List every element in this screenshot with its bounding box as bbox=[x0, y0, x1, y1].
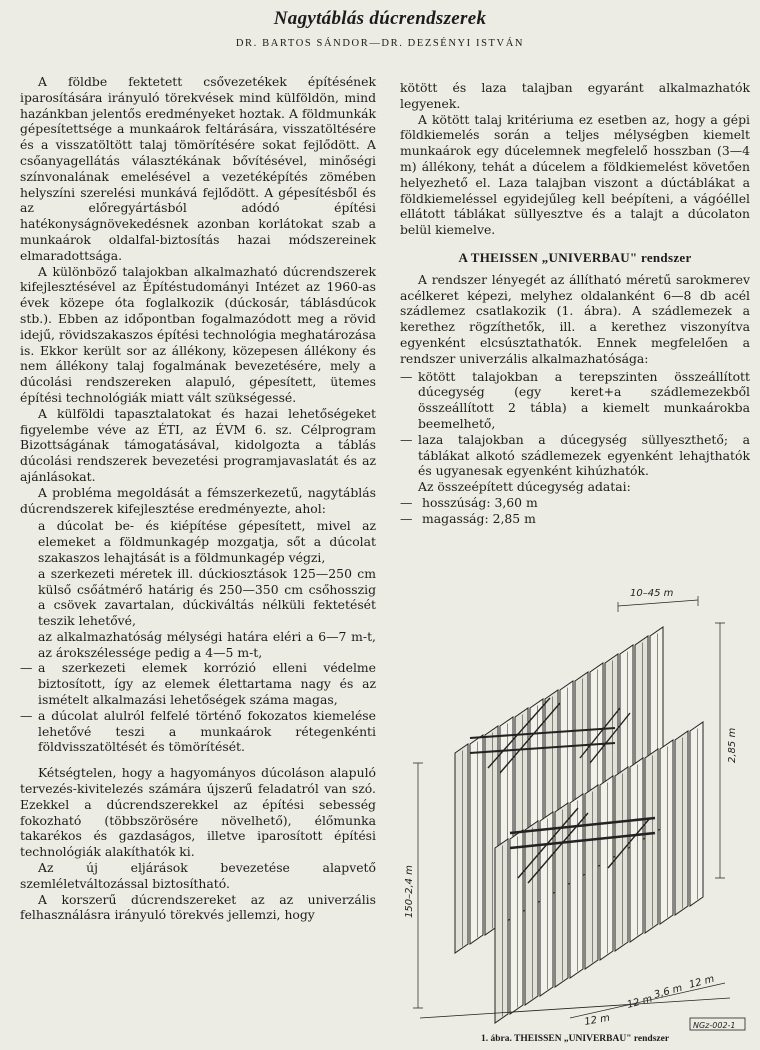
sheet-pile bbox=[555, 803, 568, 987]
list-item: — a dúcolat alulról felfelé történő fokozatos kiemelése lehetővé teszi a munkaárok rétegenkénti földvisszatöltését és tömörítését. bbox=[20, 707, 376, 755]
sheet-pile bbox=[585, 785, 598, 969]
data-list bbox=[400, 495, 750, 527]
figure-stamp: NGz-002-1 bbox=[693, 1021, 736, 1030]
list-item: — kötött talajokban a terepszinten összeállított dúcegység (egy keret+a szádlemezekből összeállított 2 tábla) a kiemelt munkaárokba beemelhető, bbox=[400, 368, 750, 431]
paragraph: Az összeépített dúcegység adatai: bbox=[418, 479, 631, 495]
feature-list bbox=[20, 518, 376, 755]
paragraph: A korszerű dúcrendszereket az az univerzális felhasználásra irányuló törekvés jellemzi, hogy bbox=[20, 891, 376, 923]
paragraph: A probléma megoldását a fémszerkezetű, nagytáblás dúcrendszerek kifejlesztése eredményezte, ahol: bbox=[20, 484, 376, 516]
sheet-pile bbox=[690, 722, 703, 906]
sheet-pile bbox=[600, 776, 613, 960]
figure-caption: 1. ábra. THEISSEN „UNIVERBAU" rendszer bbox=[480, 1034, 670, 1044]
sheet-pile bbox=[675, 731, 688, 915]
article-authors: DR. BARTOS SÁNDOR—DR. DEZSÉNYI ISTVÁN bbox=[235, 38, 525, 49]
dimension-label: 12 m bbox=[687, 973, 716, 991]
dimension-label: 10–45 m bbox=[630, 588, 674, 599]
figure-univerbau bbox=[400, 578, 750, 1048]
dimension-label: 12 m bbox=[583, 1012, 611, 1028]
sheet-pile bbox=[470, 735, 483, 944]
paragraph: A kötött talaj kritériuma ez esetben az, hogy a gépi földkiemelés során a teljes mélységben kiemelt munkaárok egy dúcelemnek megfelelő hosszban (3—4 m) állékony, tehát a dúcelem a földkiemelést követően helyezhető el. Laza talajban viszont a dúctáblákat a földkiemeléssel egyidejűleg kell beépíteni, a vágóéllel ellátott táblákat süllyesztve és a talajt a dúcolaton belül kiemelve. bbox=[400, 111, 750, 238]
sheet-pile bbox=[660, 740, 673, 924]
list-item: az alkalmazhatóság mélységi határa eléri a 6—7 m-t, az árokszélessége pedig a 4—5 m-t, bbox=[38, 628, 376, 660]
list-item: — magasság: 2,85 m bbox=[400, 510, 536, 526]
sheet-pile bbox=[615, 767, 628, 951]
right-column bbox=[400, 80, 750, 527]
article-title: Nagytáblás dúcrendszerek bbox=[273, 8, 487, 29]
dimension-label: 12 m bbox=[625, 993, 654, 1011]
application-list bbox=[400, 369, 750, 480]
paragraph: A rendszer lényegét az állítható méretű sarokmerev acélkeret képezi, melyhez oldalanként 6—8 db acél szádlemez csatlakozik (1. ábra). A szádlemezek a kerethez rögzíthetők, ill. a kerethez viszonyítva egyenként elcsúsztathatók. Ennek megfelelően a rendszer univerzális alkalmazhatósága: bbox=[400, 271, 750, 366]
sheet-pile bbox=[525, 821, 538, 1005]
paragraph: kötött és laza talajban egyaránt alkalmazhatók legyenek. bbox=[400, 80, 750, 111]
list-item: a szerkezeti méretek ill. dúckiosztások 125—250 cm külső csőátmérő határig és 250—350 cm csőhosszig a csövek zavartalan, dúckiváltás nélküli fektetését teszik lehetővé, bbox=[38, 565, 376, 629]
dimension-label: 3,6 m bbox=[652, 982, 684, 1001]
sheet-pile bbox=[495, 839, 508, 1023]
paragraph: A külföldi tapasztalatokat és hazai lehetőségeket figyelembe véve az ÉTI, az ÉVM 6. sz. Célprogram Bizottságának támogatásával, kidolgozta a táblás dúcolási rendszerek bevezetési programjavaslatát és az ajánlásokat. bbox=[20, 405, 376, 484]
left-column bbox=[20, 74, 376, 923]
sheet-pile bbox=[510, 830, 523, 1014]
sheet-pile bbox=[630, 758, 643, 942]
list-item: — laza talajokban a dúcegység süllyeszthető; a táblákat alkotó szádlemezek egyenként lehajthatók és ugyanesak egyenként kihúzhatók. bbox=[400, 431, 750, 479]
section-heading: A THEISSEN „UNIVERBAU" rendszer bbox=[458, 249, 692, 265]
paragraph: Kétségtelen, hogy a hagyományos dúcoláson alapuló tervezés-kivitelezés számára újszerű feladatról van szó. Ezekkel a dúcrendszerekkel az építési sebesség fokozható (többszörösére növelhető), élőmunka takarékos és gazdaságos, illetve iparosított építési technológiák alakíthatók ki. bbox=[20, 765, 376, 860]
dimension-label: 2,85 m bbox=[727, 727, 738, 763]
sheet-pile bbox=[645, 749, 658, 933]
dimension-label: 150–2,4 m bbox=[404, 865, 415, 918]
list-item: a dúcolat be- és kiépítése gépesített, mivel az elemeket a földmunkagép mozgatja, sőt a dúcolat szakaszos lehajtását is a földmunkagép végzi, bbox=[38, 518, 376, 565]
paragraph: Az új eljárások bevezetése alapvető szemléletváltozással biztosítható. bbox=[20, 860, 376, 891]
paragraph: A földbe fektetett csővezetékek építésének iparosítására irányuló törekvések mind külföldön, mind hazánkban jelentős eredményeket hoztak. A földmunkák gépesítettsége a munkaárok feltárására, visszatöltésére és a visszatöltött talaj tömörítésére sokat fejlődött. A csőanyagellátás választékának bővítésével, minőségi színvonalának emelésével a vezetéképítés zömében helyszíni szerelési munkává fejlődött. A gépesítésből és az előregyártásból adódó építési hatékonyságnövekedésnek azonban korlátokat szab a munkaárok oldalfal-biztosítás hazai módszereinek elmaradottsága. bbox=[20, 74, 376, 263]
trench-shoring-drawing bbox=[400, 578, 750, 1033]
paragraph: A különböző talajokban alkalmazható dúcrendszerek kifejlesztésével az Építéstudományi Intézet az 1960-as évek közepe óta foglalkozik (dúckosár, táblásdúcok stb.). Ebben az időpontban fogalmazódott meg a rövid idejű, rövidszakaszos építési technológia meghatározása is. Ekkor került sor az állékony, közepesen állékony és nem állékony talaj fogalmának bevezetésére, mely a dúcolási rendszereken alapuló, gépesített, ütemes építési technológiák miatt vált szükségessé. bbox=[20, 263, 376, 405]
sheet-pile bbox=[455, 744, 468, 953]
list-item: — hosszúság: 3,60 m bbox=[400, 494, 538, 510]
list-item: — a szerkezeti elemek korrózió elleni védelme biztosított, így az elemek élettartama nagy és az ismételt alkalmazási lehetőségek száma magas, bbox=[20, 660, 376, 708]
